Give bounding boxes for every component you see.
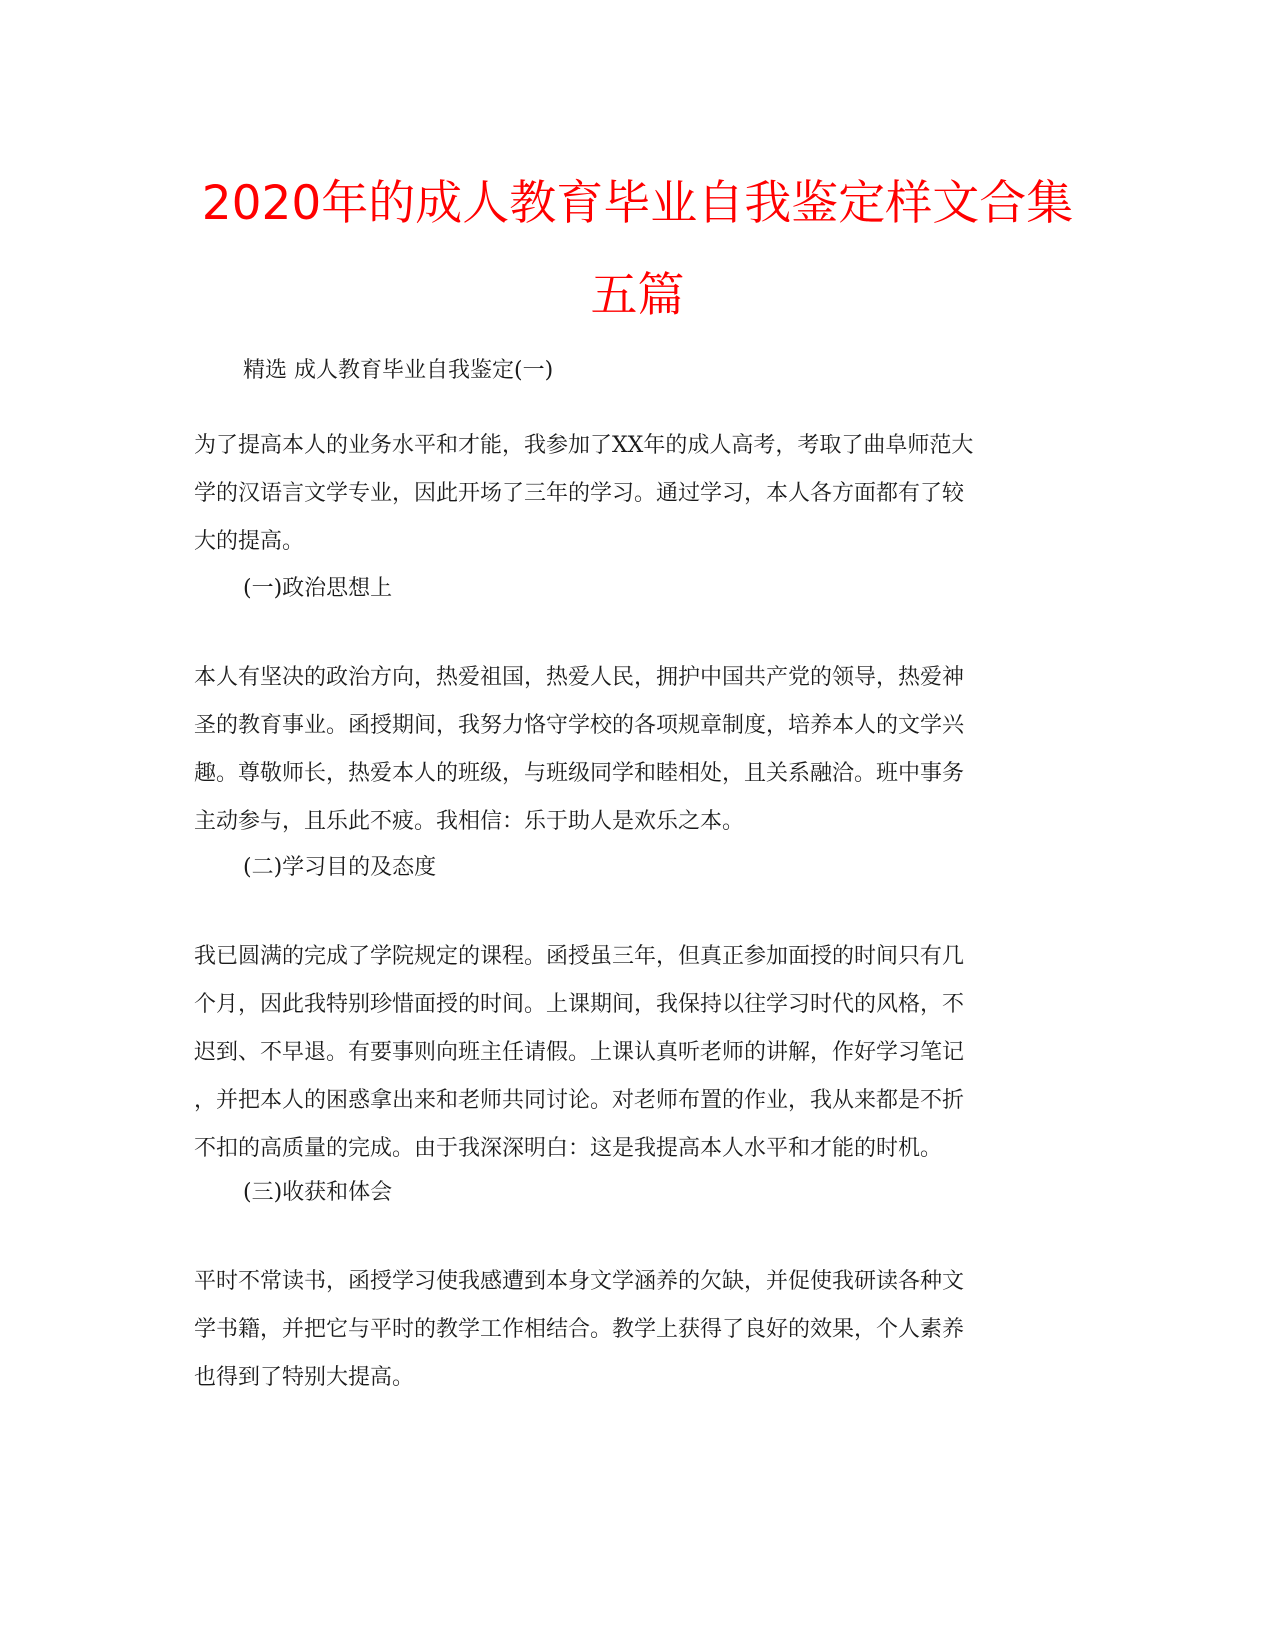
paragraph-line: 我已圆满的完成了学院规定的课程。函授虽三年，但真正参加面授的时间只有几 xyxy=(194,944,965,969)
paragraph-line: 学书籍，并把它与平时的教学工作相结合。教学上获得了良好的效果，个人素养 xyxy=(194,1317,965,1342)
paragraph-line: 学的汉语言文学专业，因此开场了三年的学习。通过学习，本人各方面都有了较 xyxy=(194,481,965,506)
paragraph-line: 趣。尊敬师长，热爱本人的班级，与班级同学和睦相处，且关系融洽。班中事务 xyxy=(194,761,965,786)
paragraph-line: 主动参与，且乐此不疲。我相信：乐于助人是欢乐之本。 xyxy=(194,809,745,834)
paragraph-politics xyxy=(194,654,1074,846)
paragraph-intro xyxy=(194,422,1074,566)
paragraph-study-attitude xyxy=(194,933,1074,1173)
paragraph-line: 为了提高本人的业务水平和才能，我参加了XX年的成人高考，考取了曲阜师范大 xyxy=(194,433,974,458)
paragraph-line: 个月，因此我特别珍惜面授的时间。上课期间，我保持以往学习时代的风格，不 xyxy=(194,992,965,1017)
paragraph-gains xyxy=(194,1258,1074,1402)
paragraph-line: ，并把本人的困惑拿出来和老师共同讨论。对老师布置的作业，我从来都是不折 xyxy=(194,1088,965,1113)
paragraph-line: 大的提高。 xyxy=(194,529,305,554)
paragraph-line: 圣的教育事业。函授期间，我努力恪守学校的各项规章制度，培养本人的文学兴 xyxy=(194,713,965,738)
paragraph-line: 不扣的高质量的完成。由于我深深明白：这是我提高本人水平和才能的时机。 xyxy=(194,1136,943,1161)
document-subtitle: 精选 成人教育毕业自我鉴定(一) xyxy=(243,358,554,383)
paragraph-line: 迟到、不早退。有要事则向班主任请假。上课认真听老师的讲解，作好学习笔记 xyxy=(194,1040,965,1065)
document-title-line-2: 五篇 xyxy=(590,268,685,323)
section-heading-politics: (一)政治思想上 xyxy=(243,576,393,601)
paragraph-line: 平时不常读书，函授学习使我感遭到本身文学涵养的欠缺，并促使我研读各种文 xyxy=(194,1269,965,1294)
paragraph-line: 也得到了特别大提高。 xyxy=(194,1365,415,1390)
paragraph-line: 本人有坚决的政治方向，热爱祖国，热爱人民，拥护中国共产党的领导，热爱神 xyxy=(194,665,965,690)
document-title-line-1: 2020年的成人教育毕业自我鉴定样文合集 xyxy=(201,176,1074,231)
section-heading-gains: (三)收获和体会 xyxy=(243,1180,393,1205)
section-heading-study-attitude: (二)学习目的及态度 xyxy=(243,855,437,880)
